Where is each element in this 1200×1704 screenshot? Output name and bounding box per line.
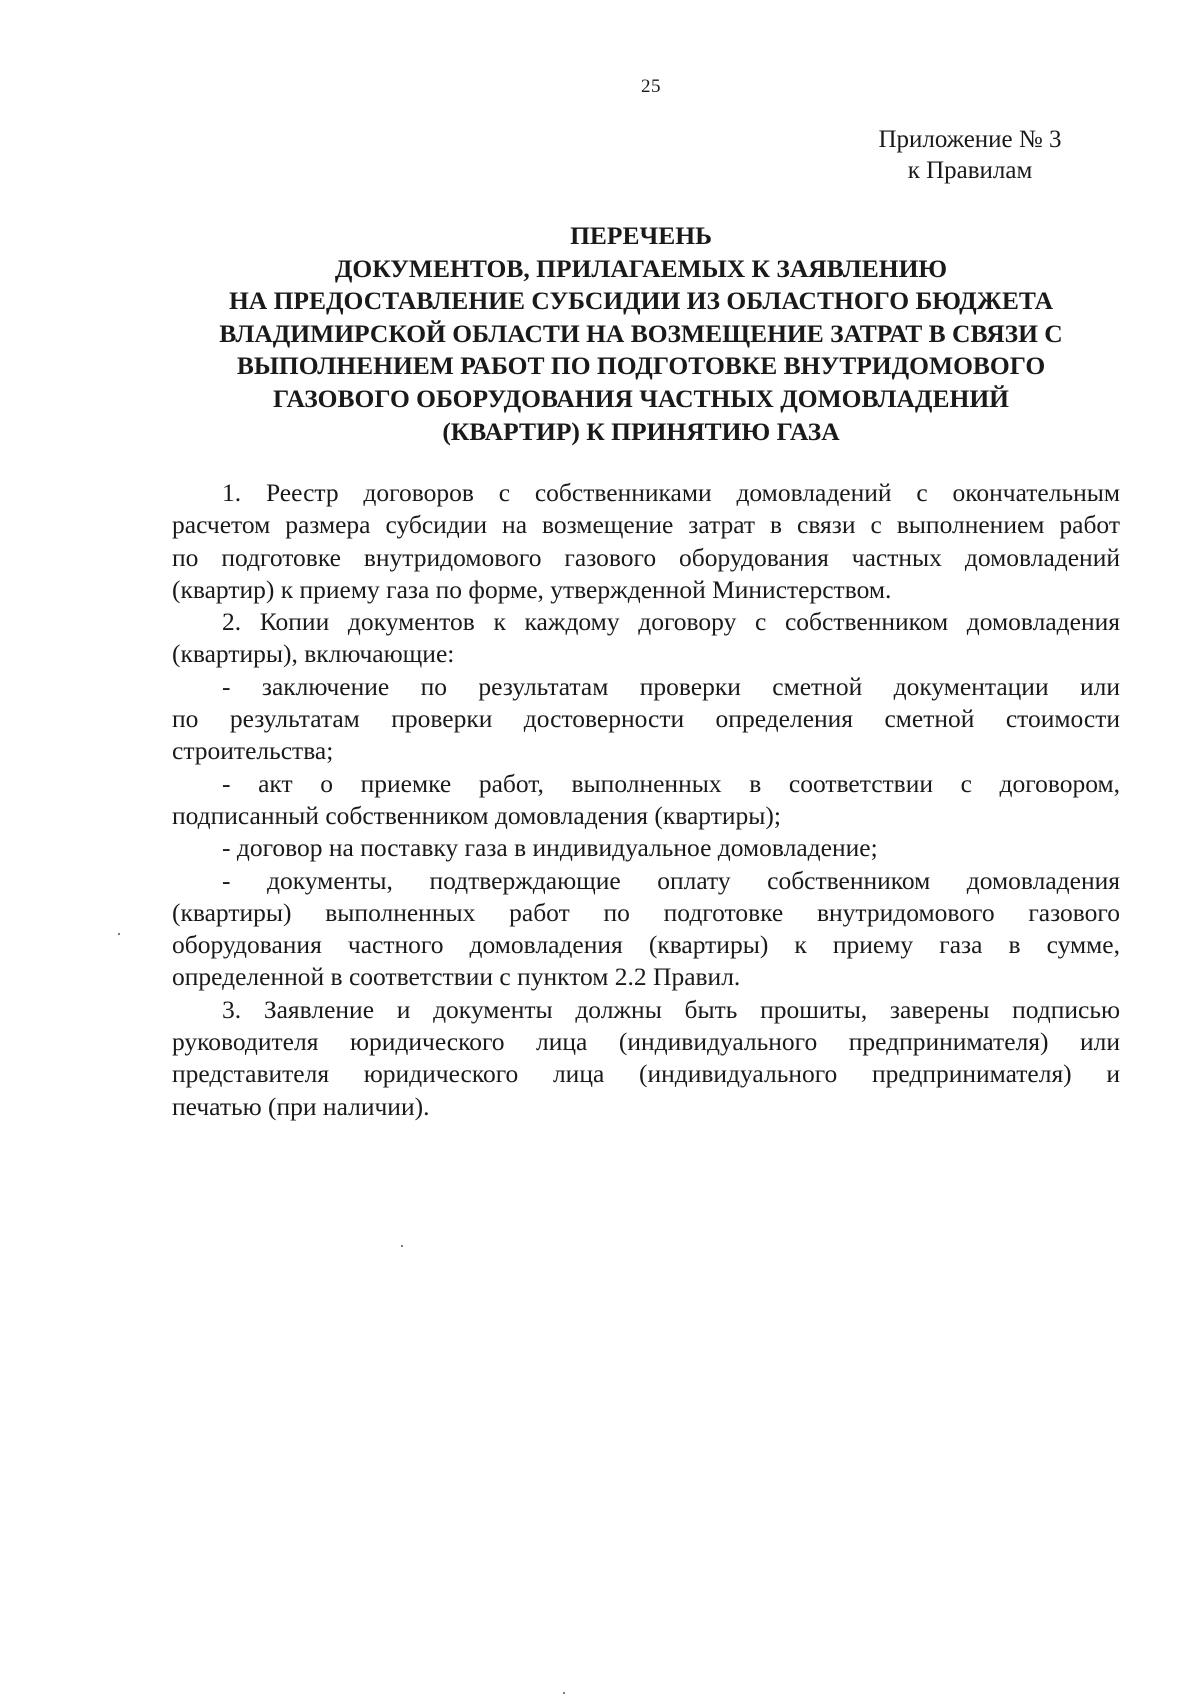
appendix-rules: к Правилам [907,157,1033,184]
list-item-line: - акт о приемке работ, выполненных в соответствии с договором, [222,768,1120,798]
paragraph-1-line: (квартир) к приему газа по форме, утвержденной Министерством. [172,574,892,604]
paragraph-2-line: (квартиры), включающие: [172,639,455,669]
list-item-line: строительства; [172,736,334,766]
title-line: ВЛАДИМИРСКОЙ ОБЛАСТИ НА ВОЗМЕЩЕНИЕ ЗАТРАТ В СВЯЗИ С [219,318,1063,348]
paragraph-1-line: по подготовке внутридомового газового оборудования частных домовладений [172,542,1120,572]
title-line: ПЕРЕЧЕНЬ [570,221,712,250]
document-title [160,220,1122,448]
appendix-number: Приложение № 3 [878,126,1062,153]
list-item-line: оборудования частного домовладения (квартиры) к приему газа в сумме, [172,930,1120,960]
title-line: ДОКУМЕНТОВ, ПРИЛАГАЕМЫХ К ЗАЯВЛЕНИЮ [334,253,948,283]
title-line: (КВАРТИР) К ПРИНЯТИЮ ГАЗА [442,416,840,446]
paragraph-3-line: 3. Заявление и документы должны быть прошиты, заверены подписью [222,994,1120,1024]
list-item-line: определенной в соответствии с пунктом 2.2 Правил. [172,962,741,992]
list-item-line: - заключение по результатам проверки сметной документации или [222,671,1120,701]
scan-speck [401,1245,403,1247]
list-item-line: по результатам проверки достоверности определения сметной стоимости [172,704,1120,734]
paragraph-3-line: представителя юридического лица (индивидуального предпринимателя) и [172,1059,1120,1089]
paragraph-1-line: расчетом размера субсидии на возмещение затрат в связи с выполнением работ [172,510,1120,540]
scan-speck [563,1692,565,1694]
list-item-line: (квартиры) выполненных работ по подготовке внутридомового газового [172,897,1120,927]
title-line: ВЫПОЛНЕНИЕМ РАБОТ ПО ПОДГОТОВКЕ ВНУТРИДОМОВОГО [236,351,1046,381]
paragraph-3-line: руководителя юридического лица (индивидуального предпринимателя) или [172,1027,1120,1057]
appendix-reference [860,124,1080,186]
title-line: ГАЗОВОГО ОБОРУДОВАНИЯ ЧАСТНЫХ ДОМОВЛАДЕНИЙ [273,383,1009,413]
paragraph-2-line: 2. Копии документов к каждому договору с собственником домовладения [222,607,1120,637]
paragraph-3-line: печатью (при наличии). [172,1091,430,1121]
scan-speck [118,933,120,935]
page-number: 25 [641,76,661,97]
title-line: НА ПРЕДОСТАВЛЕНИЕ СУБСИДИИ ИЗ ОБЛАСТНОГО БЮДЖЕТА [228,286,1054,316]
paragraph-1-line: 1. Реестр договоров с собственниками домовладений с окончательным [222,478,1120,507]
document-body [172,477,1120,1123]
list-item-line: подписанный собственником домовладения (квартиры); [172,800,781,830]
list-item-line: - документы, подтверждающие оплату собственником домовладения [222,865,1120,895]
list-item-line: - договор на поставку газа в индивидуальное домовладение; [222,833,878,863]
